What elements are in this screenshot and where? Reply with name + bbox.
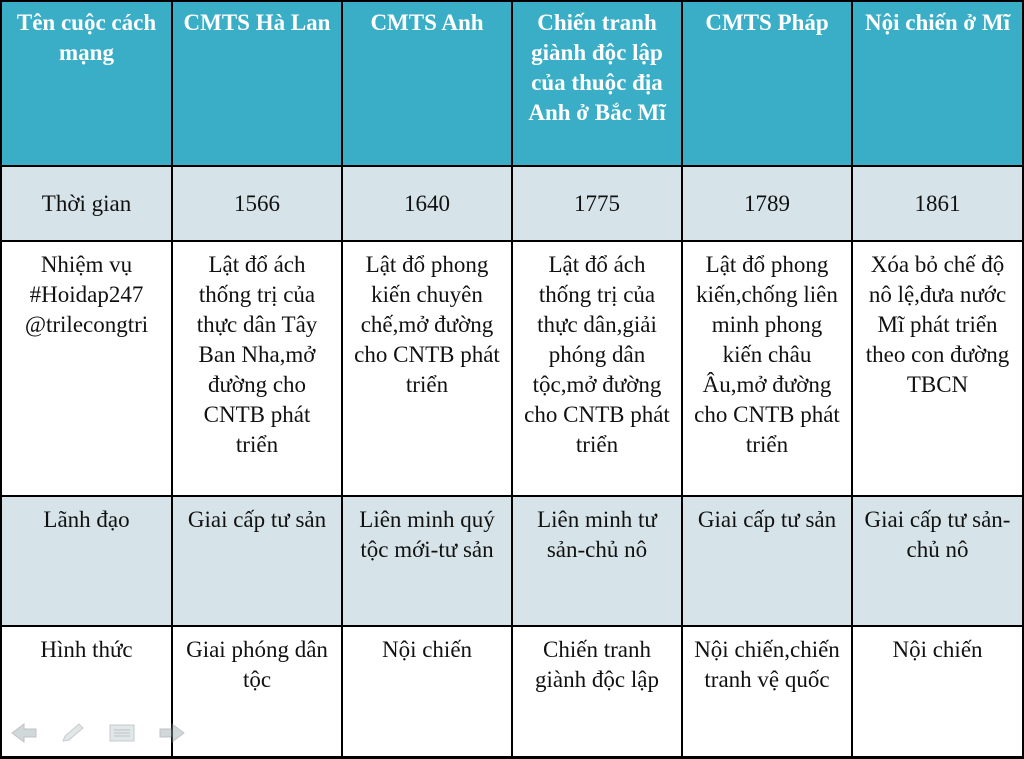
row-label-task: Nhiệm vụ #Hoidap247 @trilecongtri [1,241,172,496]
forward-arrow-icon[interactable] [158,722,186,749]
cell: Chiến tranh giành độc lập [512,626,682,757]
header-row-label: Tên cuộc cách mạng [1,1,172,166]
row-label-form: Hình thức [1,626,172,757]
cell: Lật đổ ách thống trị của thực dân,giải phóng dân tộc,mở đường cho CNTB phát triển [512,241,682,496]
cell: Giai cấp tư sản [172,496,342,626]
cell: Lật đổ phong kiến chuyên chế,mở đường cho CNTB phát triển [342,241,512,496]
header-row [1,1,1023,166]
cell: Giai cấp tư sản-chủ nô [852,496,1023,626]
header-col-2: CMTS Anh [342,1,512,166]
cell: Nội chiến,chiến tranh vệ quốc [682,626,852,757]
cell: 1775 [512,166,682,241]
cell: Liên minh quý tộc mới-tư sản [342,496,512,626]
back-arrow-icon[interactable] [10,722,38,749]
cell: Lật đổ phong kiến,chống liên minh phong kiến châu Âu,mở đường cho CNTB phát triển [682,241,852,496]
menu-icon[interactable] [108,722,136,749]
cell: Liên minh tư sản-chủ nô [512,496,682,626]
row-label-leader: Lãnh đạo [1,496,172,626]
cell: 1640 [342,166,512,241]
table-row-task [1,241,1023,496]
cell: Nội chiến [852,626,1023,757]
header-col-3: Chiến tranh giành độc lập của thuộc địa Anh ở Bắc Mĩ [512,1,682,166]
cell: 1861 [852,166,1023,241]
header-col-5: Nội chiến ở Mĩ [852,1,1023,166]
slideshow-nav [10,722,186,749]
header-col-1: CMTS Hà Lan [172,1,342,166]
row-label-time: Thời gian [1,166,172,241]
cell: Giai phóng dân tộc [172,626,342,757]
cell: Lật đổ ách thống trị của thực dân Tây Ban Nha,mở đường cho CNTB phát triển [172,241,342,496]
cell: Xóa bỏ chế độ nô lệ,đưa nước Mĩ phát triển theo con đường TBCN [852,241,1023,496]
pen-icon[interactable] [60,722,86,749]
cell: Nội chiến [342,626,512,757]
cell: 1566 [172,166,342,241]
cell: Giai cấp tư sản [682,496,852,626]
header-col-4: CMTS Pháp [682,1,852,166]
table-row-leader [1,496,1023,626]
cell: 1789 [682,166,852,241]
table-row-time [1,166,1023,241]
